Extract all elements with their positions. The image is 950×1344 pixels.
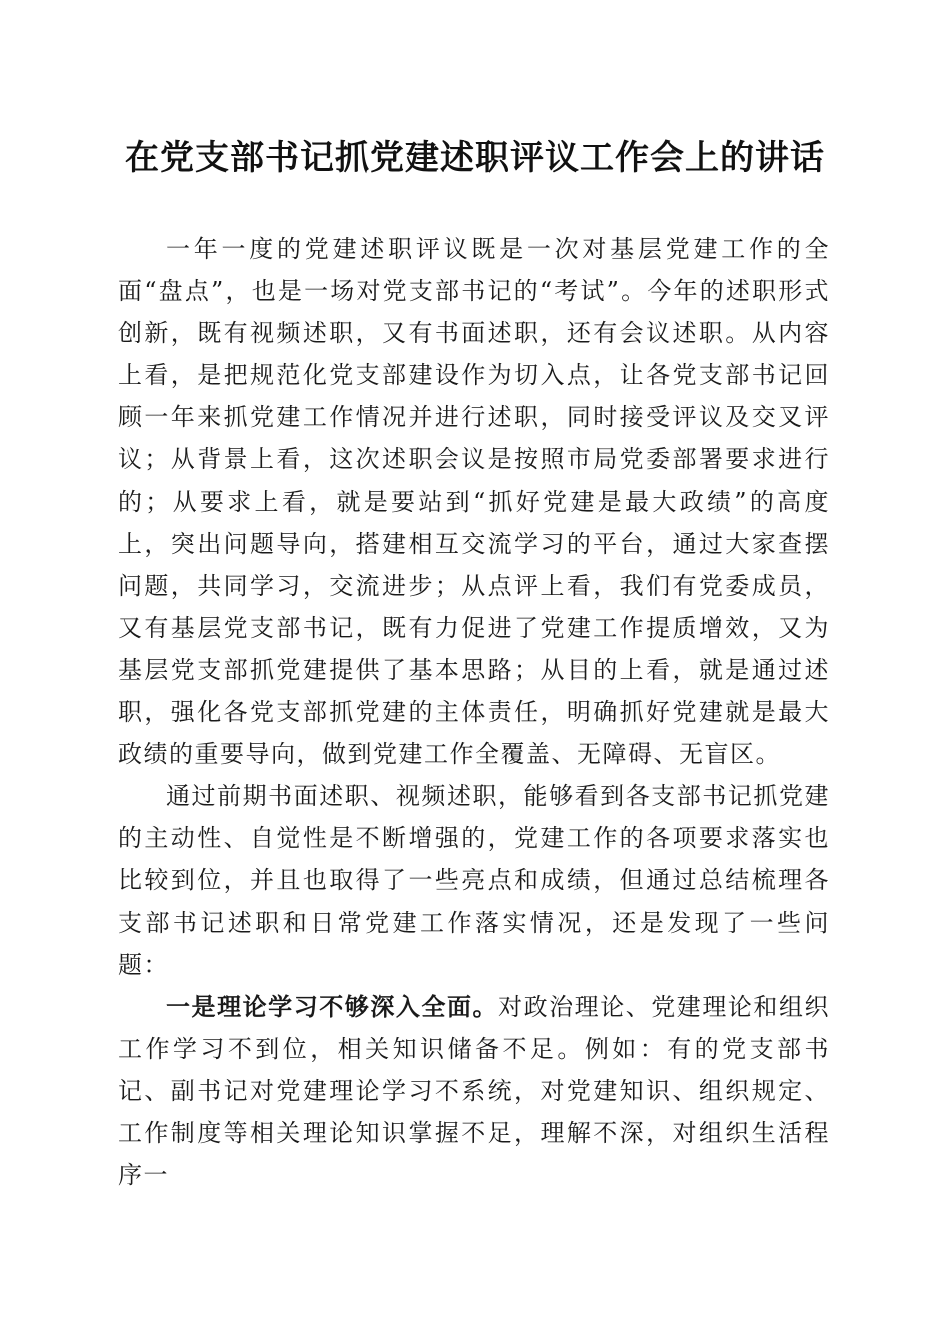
document-body <box>118 228 830 1196</box>
paragraph-findings: 通过前期书面述职、视频述职，能够看到各支部书记抓党建的主动性、自觉性是不断增强的，党建工作的各项要求落实也比较到位，并且也取得了一些亮点和成绩，但通过总结梳理各支部书记述职和日常党建工作落实情况，还是发现了一些问题： <box>118 782 830 979</box>
document-title: 在党支部书记抓党建述职评议工作会上的讲话 <box>125 138 825 178</box>
point-one-lead: 一是理论学习不够深入全面。 <box>166 991 499 1021</box>
paragraph-point-one <box>118 986 830 1196</box>
paragraph-overview: 一年一度的党建述职评议既是一次对基层党建工作的全面“盘点”，也是一场对党支部书记的“考试”。今年的述职形式创新，既有视频述职，又有书面述职，还有会议述职。从内容上看，是把规范化党支部建设作为切入点，让各党支部书记回顾一年来抓党建工作情况并进行述职，同时接受评议及交叉评议；从背景上看，这次述职会议是按照市局党委部署要求进行的；从要求上看，就是要站到“抓好党建是最大政绩”的高度上，突出问题导向，搭建相互交流学习的平台，通过大家查摆问题，共同学习，交流进步；从点评上看，我们有党委成员，又有基层党支部书记，既有力促进了党建工作提质增效，又为基层党支部抓党建提供了基本思路；从目的上看，就是通过述职，强化各党支部抓党建的主体责任，明确抓好党建就是最大政绩的重要导向，做到党建工作全覆盖、无障碍、无盲区。 <box>118 235 830 769</box>
point-one-text: 对政治理论、党建理论和组织工作学习不到位，相关知识储备不足。例如：有的党支部书记、副书记对党建理论学习不系统，对党建知识、组织规定、工作制度等相关理论知识掌握不足，理解不深，对组织生活程序一 <box>118 992 831 1190</box>
